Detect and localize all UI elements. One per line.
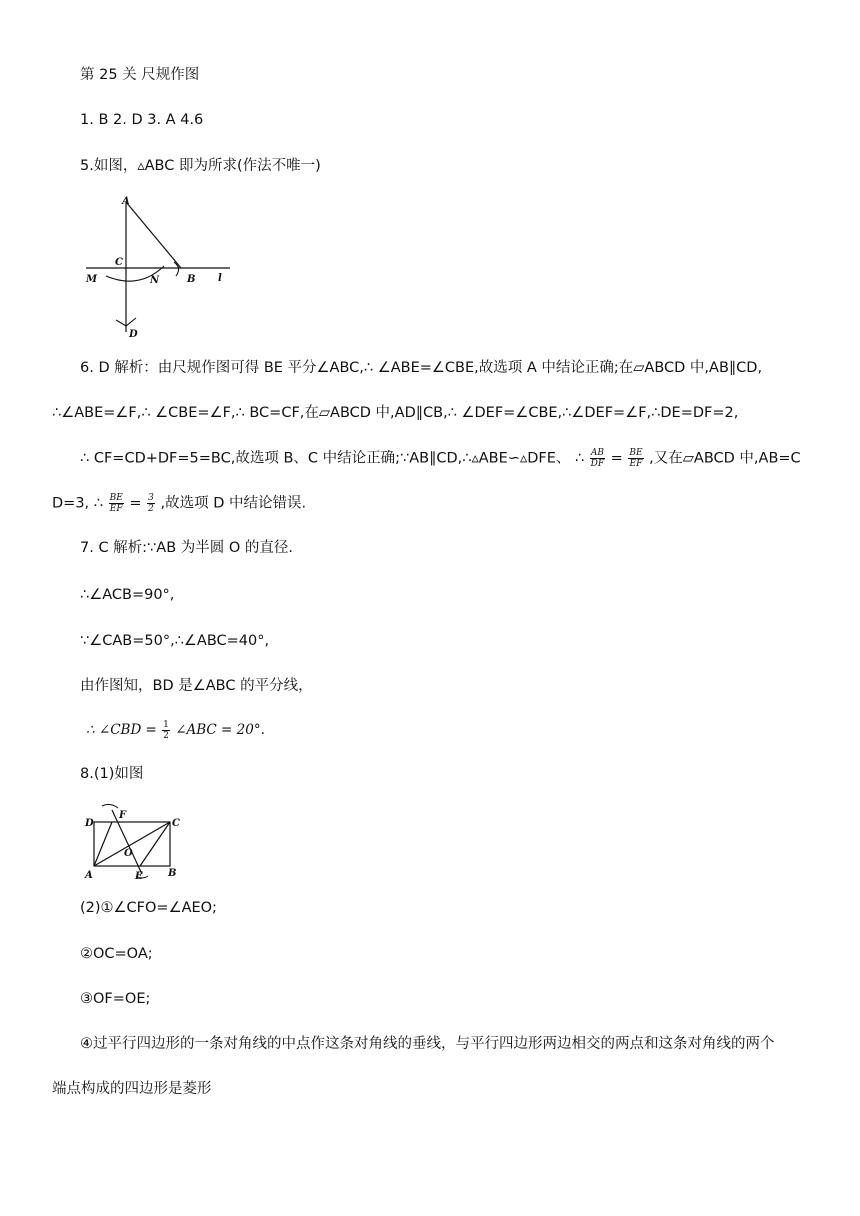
q5-figure xyxy=(84,192,234,342)
q8-label-B: B xyxy=(168,868,177,879)
q6-frac-be-ef-2: $\frac{BE}{EF}$ xyxy=(109,493,123,514)
q7-line5-a: ∴ ∠CBD = xyxy=(86,722,157,738)
q6-frac-be-ef: $\frac{BE}{EF}$ xyxy=(629,448,643,469)
q8-label-D: D xyxy=(85,818,94,829)
page-title: 第 25 关 尺规作图 xyxy=(80,67,200,83)
q5-label-C: C xyxy=(115,257,123,268)
q5-label-D: D xyxy=(129,329,138,340)
q7-line3: ∵∠CAB=50°,∴∠ABC=40°, xyxy=(80,633,270,649)
q8-figure xyxy=(84,800,184,882)
q6-line2: ∴∠ABE=∠F,∴ ∠CBE=∠F,∴ BC=CF,在▱ABCD 中,AD∥CB,∴ ∠DEF=∠CBE,∴∠DEF=∠F,∴DE=DF=2, xyxy=(52,405,739,421)
q8-part2-2: ②OC=OA; xyxy=(80,946,153,962)
q8-line1: 8.(1)如图 xyxy=(80,766,144,782)
q6-line4-b: ,故选项 D 中结论错误. xyxy=(160,495,307,512)
q6-line1: 6. D 解析：由尺规作图可得 BE 平分∠ABC,∴ ∠ABE=∠CBE,故选项 A 中结论正确;在▱ABCD 中,AB∥CD, xyxy=(80,360,763,376)
q7-line1: 7. C 解析:∵AB 为半圆 O 的直径. xyxy=(80,540,294,556)
q8-label-F: F xyxy=(119,810,127,821)
q5-label-l: l xyxy=(218,273,222,284)
q6-equals: = xyxy=(610,450,623,467)
q6-line4: D=3, ∴ $\frac{BE}{EF}$ = $\frac{3}{2}$ ,故选项 D 中结论错误. xyxy=(52,493,307,514)
q7-line5-b: ∠ABC = 20°. xyxy=(175,722,265,738)
q8-label-E: E xyxy=(135,871,143,882)
q5-label-A: A xyxy=(122,196,130,207)
q8-label-C: C xyxy=(172,818,180,829)
q7-line5 xyxy=(86,720,265,741)
q6-line3 xyxy=(80,448,801,469)
q6-line4-a: D=3, ∴ xyxy=(52,495,103,512)
q8-part2-3: ③OF=OE; xyxy=(80,991,151,1007)
q6-line3-b: ,又在▱ABCD 中,AB=C xyxy=(649,450,801,467)
q5-label-B: B xyxy=(187,274,196,285)
q5-label-M: M xyxy=(86,274,98,285)
q6-frac-3-2: $\frac{3}{2}$ xyxy=(148,493,154,514)
q7-line2: ∴∠ACB=90°, xyxy=(80,587,175,603)
answers-1-4: 1. B 2. D 3. A 4.6 xyxy=(80,112,204,128)
q6-frac-ab-df: $\frac{AB}{DF}$ xyxy=(590,448,605,469)
q8-label-A: A xyxy=(85,870,93,881)
q8-label-O: O xyxy=(124,848,133,859)
q8-part2-1: (2)①∠CFO=∠AEO; xyxy=(80,900,217,916)
q8-part2-4-line2: 端点构成的四边形是菱形 xyxy=(52,1081,212,1097)
q7-line4: 由作图知，BD 是∠ABC 的平分线， xyxy=(80,678,313,694)
q8-part2-4-line1: ④过平行四边形的一条对角线的中点作这条对角线的垂线，与平行四边形两边相交的两点和这条对角线的两个 xyxy=(80,1036,775,1052)
q5-text: 5.如图，▵ABC 即为所求(作法不唯一) xyxy=(80,158,321,174)
q7-frac-1-2: $\frac{1}{2}$ xyxy=(163,720,169,741)
q5-label-N: N xyxy=(150,275,160,286)
q6-line3-a: ∴ CF=CD+DF=5=BC,故选项 B、C 中结论正确;∵AB∥CD,∴▵ABE∽▵DFE、 ∴ xyxy=(80,450,585,467)
